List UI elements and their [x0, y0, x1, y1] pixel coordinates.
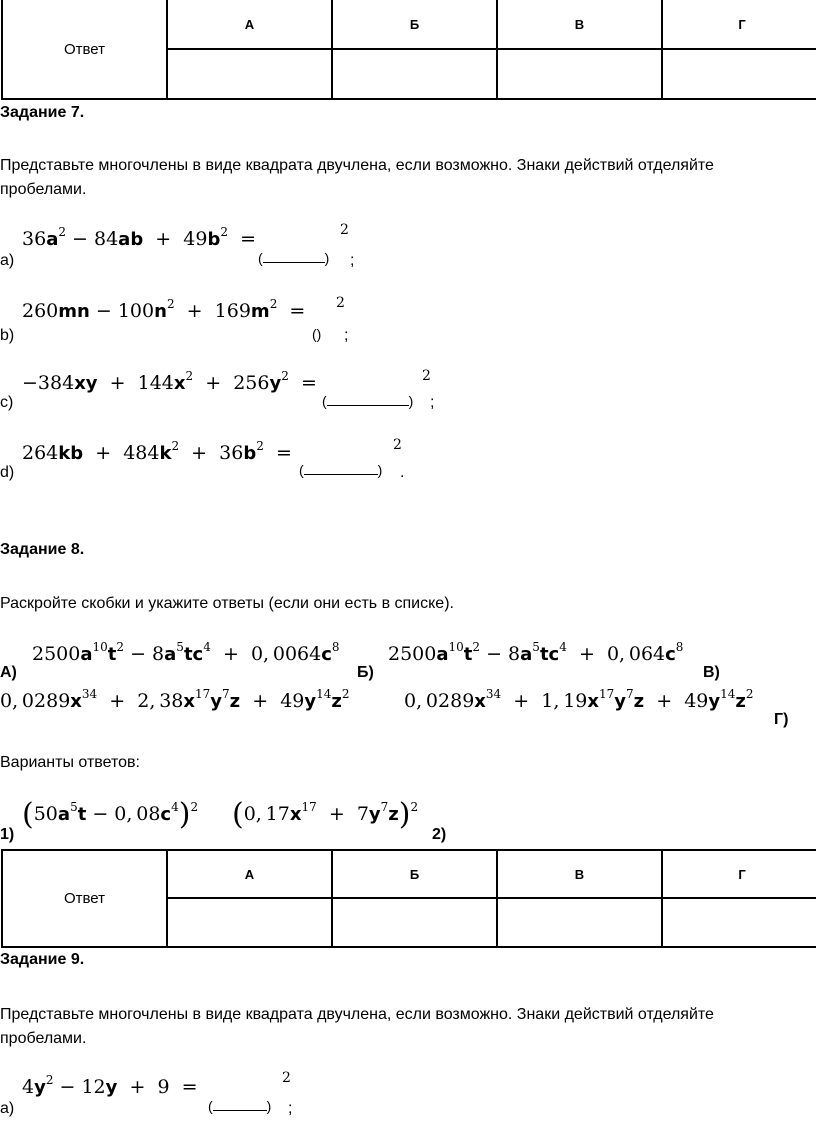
task7-instruction-line2: пробелами. — [0, 181, 87, 198]
task8-expr-a: $2500a^{10}t^2 - 8a^5tc^4 + 0$, $0064c^8$ — [32, 640, 340, 665]
task7-label-b: b) — [0, 327, 15, 344]
task7-end-b: ; — [344, 327, 349, 344]
answer-header-a: А — [167, 850, 332, 898]
answer-table-1 — [1, 0, 816, 100]
task7-end-c: ; — [430, 394, 435, 411]
answer-cell-g[interactable] — [662, 898, 816, 947]
answer-table-2 — [1, 849, 816, 948]
task9-expr-a: $4y^2 - 12y + 9$ = — [22, 1073, 198, 1098]
task8-expr-g: 0, $0289x^{34} + 1$, $19x^{17}y^7z + 49y^{14}z^2$ — [404, 687, 754, 712]
task8-title: Задание 8. — [0, 541, 85, 558]
task7-label-a: a) — [0, 252, 15, 269]
answer-header-b: Б — [332, 850, 497, 898]
task9-answer-a[interactable]: ( ) — [208, 1098, 272, 1114]
task7-expr-d: $264kb + 484k^2 + 36b^2$ = — [22, 439, 292, 464]
task8-option-g: Г) — [774, 711, 789, 728]
task7-answer-c[interactable]: ( ) — [322, 393, 414, 409]
answer-cell-a[interactable] — [167, 49, 332, 99]
task8-variants-title: Варианты ответов: — [0, 754, 140, 771]
answer-header-v: В — [497, 850, 662, 898]
answer-label: Ответ — [2, 0, 167, 99]
task7-exp-d: 2 — [393, 437, 402, 453]
answer-header-g: Г — [662, 0, 816, 49]
task8-option-b: Б) — [357, 664, 374, 681]
task7-instruction-line1: Представьте многочлены в виде квадрата двучлена, если возможно. Знаки действий отделяйте — [0, 157, 714, 174]
task7-expr-a: $36a^2 - 84ab + 49b^2$ = — [22, 225, 256, 250]
task7-title: Задание 7. — [0, 104, 85, 121]
answer-cell-b[interactable] — [332, 49, 497, 99]
task7-expr-c: $-384xy + 144x^2 + 256y^2$ = — [22, 369, 317, 394]
task7-exp-b: 2 — [336, 295, 345, 311]
task7-answer-d[interactable]: ( ) — [299, 462, 383, 478]
task7-answer-a[interactable]: ( ) — [258, 250, 330, 266]
task8-option-a: А) — [0, 664, 17, 681]
task7-answer-b[interactable]: () — [312, 326, 322, 342]
task8-instruction: Раскройте скобки и укажите ответы (если они есть в списке). — [0, 595, 454, 612]
answer-cell-g[interactable] — [662, 49, 816, 99]
answer-label: Ответ — [2, 850, 167, 947]
task8-expr-b: $2500a^{10}t^2 - 8a^5tc^4 + 0$, $064c^8$ — [388, 640, 684, 665]
task8-option-v: В) — [703, 664, 720, 681]
task9-title: Задание 9. — [0, 951, 85, 968]
task7-expr-b: $260mn - 100n^2 + 169m^2$ = — [22, 297, 306, 322]
task7-label-d: d) — [0, 464, 15, 481]
task9-exp-a: 2 — [282, 1070, 291, 1086]
answer-cell-v[interactable] — [497, 49, 662, 99]
task9-instruction-line1: Представьте многочлены в виде квадрата двучлена, если возможно. Знаки действий отделяйте — [0, 1006, 714, 1023]
task8-variant-1-label: 1) — [0, 826, 15, 843]
task7-end-d: . — [400, 464, 405, 481]
task8-variant-1-expr: ($50a^5t - 0$, $08c^4)^2$ — [22, 797, 199, 832]
task7-label-c: c) — [0, 394, 14, 411]
answer-cell-b[interactable] — [332, 898, 497, 947]
answer-header-g: Г — [662, 850, 816, 898]
answer-header-b: Б — [332, 0, 497, 49]
task8-variant-2-label: 2) — [432, 826, 447, 843]
answer-cell-a[interactable] — [167, 898, 332, 947]
task9-instruction-line2: пробелами. — [0, 1030, 87, 1047]
task8-expr-v: 0, $0289x^{34} + 2$, $38x^{17}y^7z + 49y^{14}z^2$ — [0, 687, 350, 712]
task7-exp-c: 2 — [422, 368, 431, 384]
task8-variant-2-expr: (0, $17x^{17} + 7y^7z)^2$ — [232, 797, 419, 832]
answer-header-v: В — [497, 0, 662, 49]
task9-end-a: ; — [288, 1100, 293, 1117]
answer-cell-v[interactable] — [497, 898, 662, 947]
task9-label-a: a) — [0, 1100, 15, 1117]
task7-end-a: ; — [350, 252, 355, 269]
answer-header-a: А — [167, 0, 332, 49]
task7-exp-a: 2 — [340, 222, 349, 238]
